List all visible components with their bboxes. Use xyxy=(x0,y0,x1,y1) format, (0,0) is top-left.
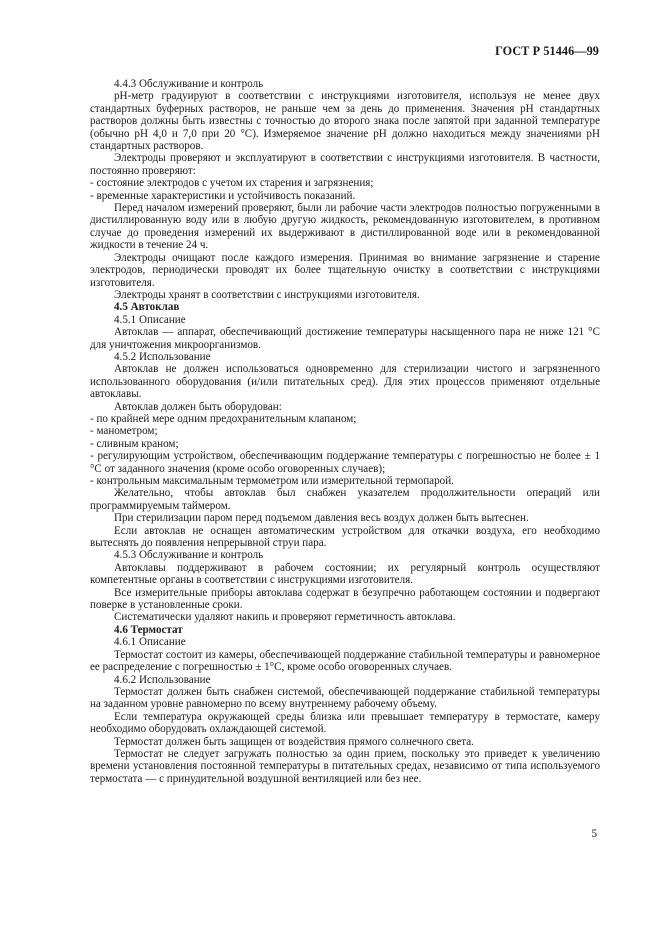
paragraph: При стерилизации паром перед подъемом давления весь воздух должен быть вытеснен. xyxy=(114,512,529,525)
paragraph: Электроды очищают после каждого измерения. Принимая во внимание загрязнение и старение электродов, периодически проводят их более тщательную очистку в соответствии с инструкциями изготовителя. xyxy=(90,251,600,289)
paragraph: Термостат должен быть снабжен системой, обеспечивающей поддержание стабильной температуры на заданном уровне равномерно по всему внутреннему рабочему объему. xyxy=(90,685,600,711)
section-heading: 4.5 Автоклав xyxy=(114,301,180,314)
paragraph: Электроды хранят в соответствии с инструкциями изготовителя. xyxy=(114,288,420,301)
paragraph: Автоклав должен быть оборудован: xyxy=(114,400,282,413)
paragraph: рН-метр градуируют в соответствии с инструкциями изготовителя, используя не менее двух стандартных буферных растворов, не раньше чем за день до применения. Значения рН стандартных растворов должны быть известны с точностью до второго знака после запятой при заданной температуре (обычно рН 4,0 и 7,0 при 20 °С). Измеряемое значение рН должно находиться между значениями рН стандартных растворов. xyxy=(90,90,600,153)
list-item: - состояние электродов с учетом их старения и загрязнения; xyxy=(90,177,374,190)
paragraph: Все измерительные приборы автоклава содержат в безупречно работающем состоянии и подвергают поверке в установленные сроки. xyxy=(90,586,600,612)
paragraph: Автоклав не должен использоваться одновременно для стерилизации чистого и загрязненного использованного оборудования (и/или питательных сред). Для этих процессов применяют отдельные автоклавы. xyxy=(90,363,600,401)
subsection-heading: 4.5.3 Обслуживание и контроль xyxy=(114,549,264,562)
paragraph: Термостат не следует загружать полностью за один прием, поскольку это приведет к увеличению времени установления постоянной температуры в питательных средах, независимо от типа используемого термостата — с принудительной воздушной вентиляцией или без нее. xyxy=(90,747,600,785)
list-item: - сливным краном; xyxy=(90,437,179,450)
list-item: - контрольным максимальным термометром или измерительной термопарой. xyxy=(90,475,454,487)
paragraph: Автоклавы поддерживают в рабочем состоянии; их регулярный контроль осуществляют компетентные органы в соответствии с инструкциями изготовителя. xyxy=(90,561,600,587)
paragraph: Электроды проверяют и эксплуатируют в соответствии с инструкциями изготовителя. В частности, постоянно проверяют: xyxy=(90,152,600,177)
subsection-heading: 4.4.3 Обслуживание и контроль xyxy=(114,78,264,90)
subsection-heading: 4.5.2 Использование xyxy=(114,350,211,363)
subsection-heading: 4.5.1 Описание xyxy=(114,313,186,326)
document-number: ГОСТ Р 51446—99 xyxy=(495,44,599,58)
paragraph: Систематически удаляют накипь и проверяют герметичность автоклава. xyxy=(114,611,456,624)
list-item: - временные характеристики и устойчивость показаний. xyxy=(90,189,356,202)
list-item: - регулирующим устройством, обеспечивающим поддержание температуры с погрешностью не более ± 1 °С от заданного значения (кроме особо оговоренных случаев); xyxy=(90,450,600,475)
paragraph: Термостат должен быть защищен от воздействия прямого солнечного света. xyxy=(114,735,474,748)
paragraph: Если автоклав не оснащен автоматическим устройством для откачки воздуха, его необходимо вытеснять до появления непрерывной струи пара. xyxy=(90,524,600,550)
paragraph: Если температура окружающей среды близка или превышает температуру в термостате, камеру необходимо оборудовать охлаждающей системой. xyxy=(90,710,600,736)
page-number: 5 xyxy=(591,828,597,840)
paragraph: Перед началом измерений проверяют, были ли рабочие части электродов полностью погруженными в дистиллированную воду или в любую другую жидкость, рекомендованную изготовителем, в противном случае до проведения измерений их выдерживают в дистиллированной воде или в рекомендованной жидкости в течение 24 ч. xyxy=(90,202,600,252)
paragraph: Автоклав — аппарат, обеспечивающий достижение температуры насыщенного пара не ниже 121 °С для уничтожения микроорганизмов. xyxy=(90,326,600,351)
document-body xyxy=(90,78,600,785)
list-item: - по крайней мере одним предохранительным клапаном; xyxy=(90,412,357,425)
subsection-heading: 4.6.2 Использование xyxy=(114,673,211,686)
list-item: - манометром; xyxy=(90,425,158,438)
section-heading: 4.6 Термостат xyxy=(114,623,183,636)
paragraph: Термостат состоит из камеры, обеспечивающей поддержание стабильной температуры и равномерное ее распределение с погрешностью ± 1°С, кроме особо оговоренных случаев. xyxy=(90,648,600,674)
subsection-heading: 4.6.1 Описание xyxy=(114,636,186,649)
paragraph: Желательно, чтобы автоклав был снабжен указателем продолжительности операций или программируемым таймером. xyxy=(90,487,600,512)
